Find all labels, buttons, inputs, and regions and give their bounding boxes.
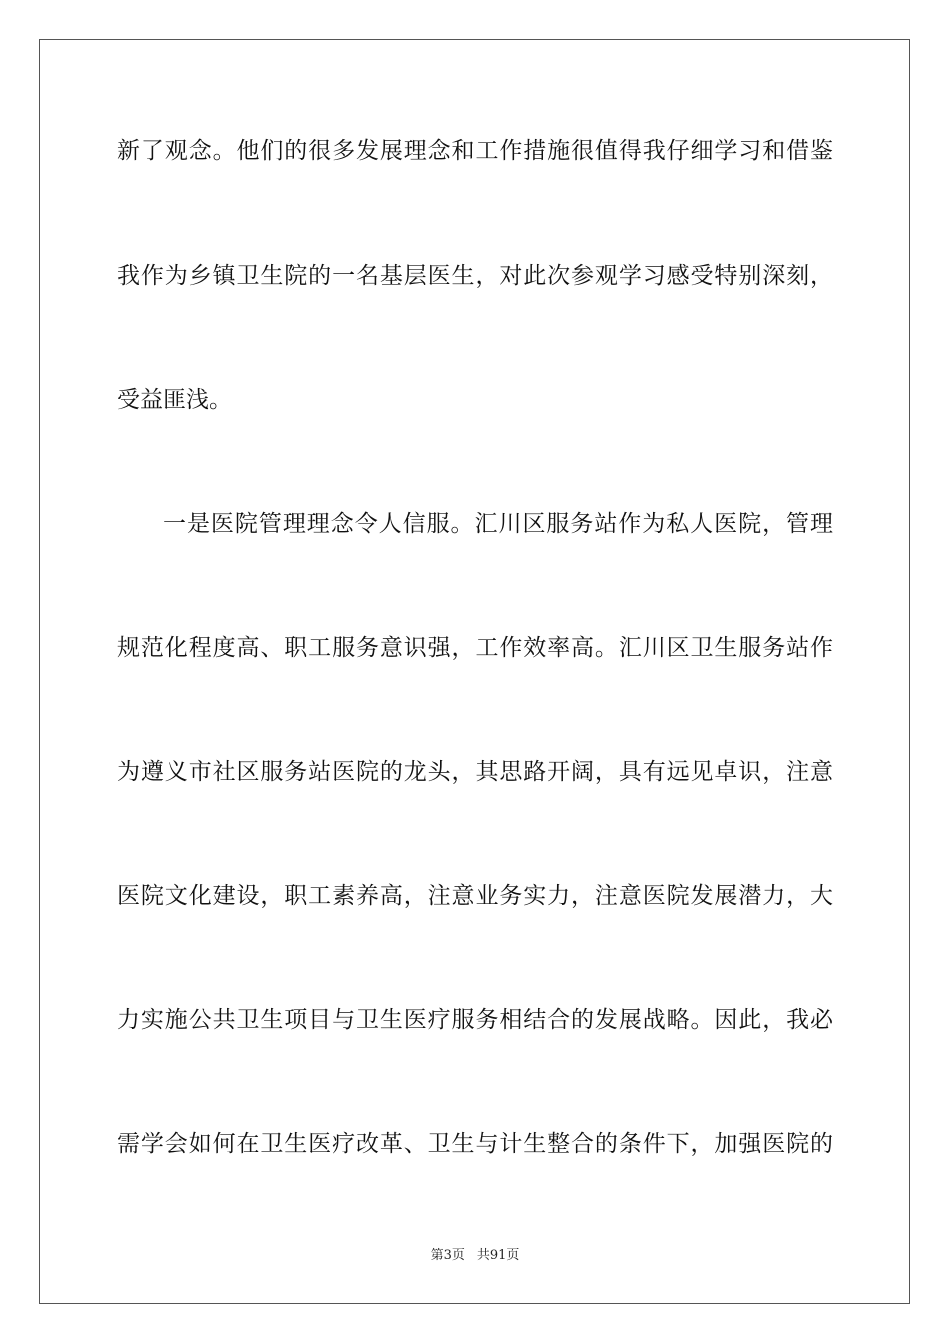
text-line-8: 力实施公共卫生项目与卫生医疗服务相结合的发展战略。因此，我必 — [117, 1007, 833, 1033]
page-number: 第3页 — [430, 1248, 465, 1263]
text-line-5: 规范化程度高、职工服务意识强，工作效率高。汇川区卫生服务站作 — [117, 635, 833, 661]
text-line-7: 医院文化建设，职工素养高，注意业务实力，注意医院发展潜力，大 — [117, 883, 833, 909]
text-line-4: 一是医院管理理念令人信服。汇川区服务站作为私人医院，管理 — [163, 511, 833, 537]
page-footer — [0, 1247, 950, 1265]
text-line-3: 受益匪浅。 — [117, 387, 232, 413]
text-line-6: 为遵义市社区服务站医院的龙头，其思路开阔，具有远见卓识，注意 — [117, 759, 833, 785]
text-line-9: 需学会如何在卫生医疗改革、卫生与计生整合的条件下，加强医院的 — [117, 1131, 833, 1157]
text-line-2: 我作为乡镇卫生院的一名基层医生，对此次参观学习感受特别深刻， — [117, 263, 833, 289]
page-total: 共91页 — [476, 1248, 520, 1263]
page-border — [39, 39, 910, 1304]
text-line-1: 新了观念。他们的很多发展理念和工作措施很值得我仔细学习和借鉴 — [117, 138, 833, 164]
